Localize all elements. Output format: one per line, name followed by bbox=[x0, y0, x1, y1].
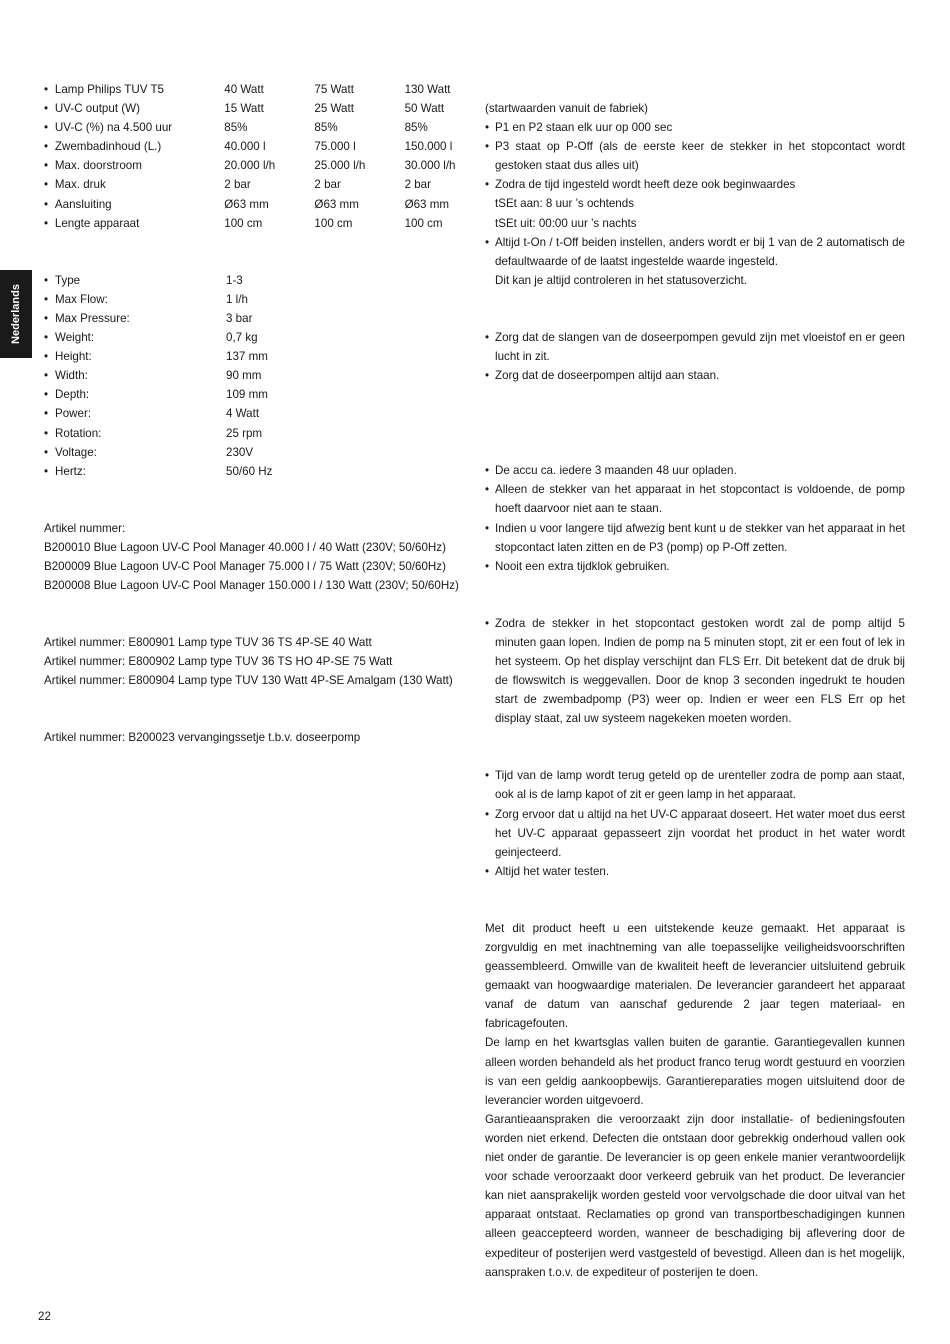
spec-row bbox=[44, 118, 464, 137]
spec-value: Ø63 mm bbox=[224, 197, 269, 211]
warranty-text bbox=[485, 919, 905, 1282]
spacer bbox=[44, 252, 464, 271]
bullet-mark: • bbox=[44, 292, 49, 306]
spec-label: Max. druk bbox=[54, 178, 106, 192]
time-setting-2: tSEt uit: 00:00 uur ’s nachts bbox=[495, 216, 637, 230]
spacer bbox=[485, 309, 905, 328]
bullet-mark: • bbox=[44, 140, 49, 154]
spec-value: 4 Watt bbox=[226, 407, 260, 421]
bullet-mark: • bbox=[44, 83, 49, 96]
list-item: • P3 staat op P-Off (als de eerste keer de stekker in het stopcontact wordt gestoken staat dus alles uit) bbox=[485, 137, 905, 175]
spec-row bbox=[44, 290, 464, 309]
article-line: Artikel nummer: bbox=[44, 521, 126, 535]
article-line: Artikel nummer: E800901 Lamp type TUV 36 TS 4P-SE 40 Watt bbox=[44, 636, 372, 650]
article-line: B200009 Blue Lagoon UV-C Pool Manager 75.000 l / 75 Watt (230V; 50/60Hz) bbox=[44, 559, 446, 573]
spec-label: UV-C output (W) bbox=[54, 102, 140, 116]
bullet-mark: • bbox=[44, 121, 49, 135]
article-line: B200008 Blue Lagoon UV-C Pool Manager 150.000 l / 130 Watt (230V; 50/60Hz) bbox=[44, 579, 459, 593]
spec-value: 75 Watt bbox=[314, 83, 354, 96]
spec-label: Zwembadinhoud (L.) bbox=[54, 140, 162, 154]
spacer bbox=[44, 709, 464, 728]
spec-value: 2 bar bbox=[314, 178, 341, 192]
spec-value: 1-3 bbox=[226, 273, 243, 287]
settings-list-b bbox=[485, 233, 905, 290]
spec-value: 50 Watt bbox=[404, 102, 445, 116]
left-column bbox=[44, 80, 464, 748]
spec-value: 100 cm bbox=[404, 216, 443, 230]
factory-note: (startwaarden vanuit de fabriek) bbox=[485, 102, 649, 115]
bullet-mark: • bbox=[44, 407, 49, 421]
article-block-units bbox=[44, 519, 464, 595]
pump-list bbox=[485, 614, 905, 729]
spec-value: 75.000 l bbox=[314, 140, 356, 154]
spec-row bbox=[44, 137, 464, 156]
spec-value: 137 mm bbox=[226, 350, 268, 364]
settings-list bbox=[485, 118, 905, 194]
language-tab-label: Nederlands bbox=[10, 284, 22, 344]
spec-value: 0,7 kg bbox=[226, 331, 258, 345]
spec-value: 20.000 l/h bbox=[224, 159, 276, 173]
spec-value: 25 rpm bbox=[226, 426, 263, 440]
list-item: • De accu ca. iedere 3 maanden 48 uur opladen. bbox=[485, 461, 905, 480]
spec-value: 50/60 Hz bbox=[226, 464, 273, 478]
bullet-mark: • bbox=[44, 369, 49, 383]
spec-row bbox=[44, 443, 464, 462]
list-item: • Nooit een extra tijdklok gebruiken. bbox=[485, 557, 905, 576]
spec-value: 130 Watt bbox=[404, 83, 451, 96]
spacer bbox=[44, 233, 464, 252]
bullet-mark: • bbox=[44, 178, 49, 192]
spacer bbox=[44, 500, 464, 519]
spec-row bbox=[44, 309, 464, 328]
list-item: • Zorg dat de slangen van de doseerpompen gevuld zijn met vloeistof en er geen lucht in zit. bbox=[485, 328, 905, 366]
bullet-mark: • bbox=[44, 197, 49, 211]
spec-value: 3 bar bbox=[226, 311, 253, 325]
spacer bbox=[44, 690, 464, 709]
warranty-paragraph: Garantieaanspraken die veroorzaakt zijn door installatie- of bedieningsfouten worden niet erkend. Defecten die ontstaan door gebrekkig onderhoud vallen ook niet onder de garantie. De leverancier is op geen enkele manier verantwoordelijk voor schade veroorzaakt door verkeerd gebruik van het product. De leverancier kan niet aansprakelijk worden gesteld voor vervolgschade die door uitval van het apparaat ontstaat. Reclamaties op grond van transportbeschadigingen kunnen alleen geaccepteerd worden, wanneer de beschadiging bij aflevering door de expediteur of posterijen werd vastgesteld of bevestigd. Alleen dan is het mogelijk, aanspraken t.o.v. de expediteur of posterijen te doen. bbox=[485, 1112, 905, 1279]
spec-row bbox=[44, 214, 464, 233]
article-line: Artikel nummer: E800904 Lamp type TUV 130 Watt 4P-SE Amalgam (130 Watt) bbox=[44, 674, 453, 688]
warranty-paragraph: Met dit product heeft u een uitstekende keuze gemaakt. Het apparaat is zorgvuldig en met inachtneming van alle toepasselijke veiligheidsvoorschriften geassembleerd. Omwille van de kwaliteit heeft de leverancier uitsluitend gebruik gemaakt van hoogwaardige materialen. De leverancier garandeert het apparaat vanaf de datum van aanschaf gedurende 2 jaar tegen materiaal- en fabricagefouten. bbox=[485, 921, 905, 1031]
spacer bbox=[485, 423, 905, 442]
spec-row bbox=[44, 385, 464, 404]
spacer bbox=[485, 290, 905, 309]
spacer bbox=[485, 747, 905, 766]
pump-spec-table bbox=[44, 271, 464, 481]
spec-label: Power: bbox=[55, 407, 92, 421]
warranty-paragraph: De lamp en het kwartsglas vallen buiten de garantie. Garantiegevallen kunnen alleen worden behandeld als het product franco terug wordt gestuurd en voorzien is van een geldig aankoopbewijs. Garantiereparaties mogen uitsluitend door de leverancier worden uitgevoerd. bbox=[485, 1036, 905, 1107]
spec-value: 25 Watt bbox=[314, 102, 354, 116]
spec-row bbox=[44, 99, 464, 118]
spec-label: Type bbox=[55, 273, 81, 287]
spec-row bbox=[44, 366, 464, 385]
article-line: B200010 Blue Lagoon UV-C Pool Manager 40.000 l / 40 Watt (230V; 50/60Hz) bbox=[44, 540, 446, 554]
spec-row bbox=[44, 424, 464, 443]
list-item: • Zodra de stekker in het stopcontact gestoken wordt zal de pomp altijd 5 minuten gaan lopen. Indien de pomp na 5 minuten stopt, zit er een fout of lek in het systeem. Op het display verschijnt dan FLS Err. Dit betekent dat de druk bij de flowswitch is weggevallen. Door de knop 3 seconden ingedrukt te houden start de zwembadpomp (P3) weer op. Indien er weer een FLS Err op het display staat, zal uw systeem nagekeken moeten worden. bbox=[485, 614, 905, 729]
spec-value: 85% bbox=[404, 121, 428, 135]
bullet-mark: • bbox=[44, 216, 49, 230]
spec-label: Rotation: bbox=[55, 426, 102, 440]
spec-value: 40 Watt bbox=[224, 83, 264, 96]
spec-row bbox=[44, 175, 464, 194]
spec-value: 1 l/h bbox=[226, 292, 248, 306]
spec-label: Voltage: bbox=[55, 445, 97, 459]
spacer bbox=[485, 576, 905, 595]
spec-value: 15 Watt bbox=[224, 102, 264, 116]
bullet-mark: • bbox=[44, 350, 49, 364]
spec-value: 150.000 l bbox=[404, 140, 453, 154]
bullet-mark: • bbox=[44, 464, 49, 478]
spec-row bbox=[44, 328, 464, 347]
spec-value: 2 bar bbox=[404, 178, 431, 192]
spec-label: Hertz: bbox=[55, 464, 86, 478]
spec-label: Lengte apparaat bbox=[54, 216, 140, 230]
spec-value: 90 mm bbox=[226, 369, 262, 383]
list-item: • Altijd het water testen. bbox=[485, 862, 905, 881]
language-tab bbox=[0, 270, 32, 358]
bullet-mark: • bbox=[44, 426, 49, 440]
article-block-lamps bbox=[44, 633, 464, 690]
list-item bbox=[485, 233, 905, 290]
bullet-mark: • bbox=[44, 388, 49, 402]
settings-bullet-b-extra: Dit kan je altijd controleren in het statusoverzicht. bbox=[495, 273, 747, 287]
dosing-list bbox=[485, 328, 905, 385]
spacer bbox=[485, 900, 905, 919]
spec-value: Ø63 mm bbox=[404, 197, 450, 211]
spec-value: Ø63 mm bbox=[314, 197, 359, 211]
spacer bbox=[485, 385, 905, 404]
spec-label: Lamp Philips TUV T5 bbox=[54, 83, 165, 96]
spec-value: 100 cm bbox=[224, 216, 263, 230]
spacer bbox=[485, 595, 905, 614]
spec-label: Max. doorstroom bbox=[54, 159, 142, 173]
page-number: 22 bbox=[38, 1310, 51, 1323]
list-item: • Zorg ervoor dat u altijd na het UV-C apparaat doseert. Het water moet dus eerst het UV-C apparaat gepasseert zijn voordat het product in het water wordt geinjecteerd. bbox=[485, 805, 905, 862]
list-item: • Tijd van de lamp wordt terug geteld op de urenteller zodra de pomp aan staat, ook al is de lamp kapot of zit er geen lamp in het apparaat. bbox=[485, 766, 905, 804]
spec-label: Aansluiting bbox=[54, 197, 112, 211]
spec-value: 2 bar bbox=[224, 178, 251, 192]
article-line: Artikel nummer: E800902 Lamp type TUV 36 TS HO 4P-SE 75 Watt bbox=[44, 655, 393, 669]
spec-label: Height: bbox=[55, 350, 92, 364]
spec-label: Max Flow: bbox=[55, 292, 108, 306]
spec-row bbox=[44, 347, 464, 366]
spacer bbox=[485, 881, 905, 900]
lamp-list bbox=[485, 766, 905, 881]
spacer bbox=[44, 614, 464, 633]
article-line: Artikel nummer: B200023 vervangingssetje t.b.v. doseerpomp bbox=[44, 731, 361, 745]
battery-list bbox=[485, 461, 905, 576]
spec-value: 85% bbox=[224, 121, 248, 135]
bullet-mark: • bbox=[44, 159, 49, 173]
bullet-mark: • bbox=[44, 273, 49, 287]
spec-row bbox=[44, 462, 464, 481]
article-block-dosing-kit bbox=[44, 728, 464, 747]
spec-row bbox=[44, 271, 464, 290]
spacer bbox=[44, 481, 464, 500]
spec-value: 109 mm bbox=[226, 388, 268, 402]
spec-row bbox=[44, 195, 464, 214]
time-setting-1: tSEt aan: 8 uur ’s ochtends bbox=[495, 197, 635, 211]
spec-row bbox=[44, 156, 464, 175]
list-item: • Alleen de stekker van het apparaat in het stopcontact is voldoende, de pomp hoeft daarvoor niet aan te staan. bbox=[485, 480, 905, 518]
spec-label: Depth: bbox=[55, 388, 90, 402]
spec-value: 25.000 l/h bbox=[314, 159, 366, 173]
spec-value: 40.000 l bbox=[224, 140, 266, 154]
settings-bullet-b: Altijd t-On / t-Off beiden instellen, anders wordt er bij 1 van de 2 automatisch de defaultwaarde of de laatst ingestelde waarde ingesteld. bbox=[495, 235, 905, 268]
spec-value: 30.000 l/h bbox=[404, 159, 456, 173]
spacer bbox=[485, 728, 905, 747]
spec-value: 85% bbox=[314, 121, 338, 135]
list-item: • Zodra de tijd ingesteld wordt heeft deze ook beginwaardes bbox=[485, 175, 905, 194]
spec-value: 230V bbox=[226, 445, 254, 459]
spacer bbox=[485, 404, 905, 423]
lamp-spec-table bbox=[44, 80, 464, 233]
spec-label: Weight: bbox=[55, 331, 95, 345]
bullet-mark: • bbox=[44, 445, 49, 459]
right-column bbox=[485, 99, 905, 1282]
list-item: • P1 en P2 staan elk uur op 000 sec bbox=[485, 118, 905, 137]
spec-value: 100 cm bbox=[314, 216, 353, 230]
spacer bbox=[44, 595, 464, 614]
bullet-mark: • bbox=[44, 102, 49, 116]
spec-row bbox=[44, 404, 464, 423]
spec-label: Width: bbox=[55, 369, 88, 383]
list-item: • Indien u voor langere tijd afwezig bent kunt u de stekker van het apparaat in het stopcontact laten zitten en de P3 (pomp) op P-Off zetten. bbox=[485, 519, 905, 557]
spacer bbox=[485, 442, 905, 461]
bullet-mark: • bbox=[44, 311, 49, 325]
spec-label: Max Pressure: bbox=[55, 311, 130, 325]
spec-row bbox=[44, 80, 464, 99]
spec-label: UV-C (%) na 4.500 uur bbox=[54, 121, 173, 135]
list-item: • Zorg dat de doseerpompen altijd aan staan. bbox=[485, 366, 905, 385]
bullet-mark: • bbox=[44, 331, 49, 345]
